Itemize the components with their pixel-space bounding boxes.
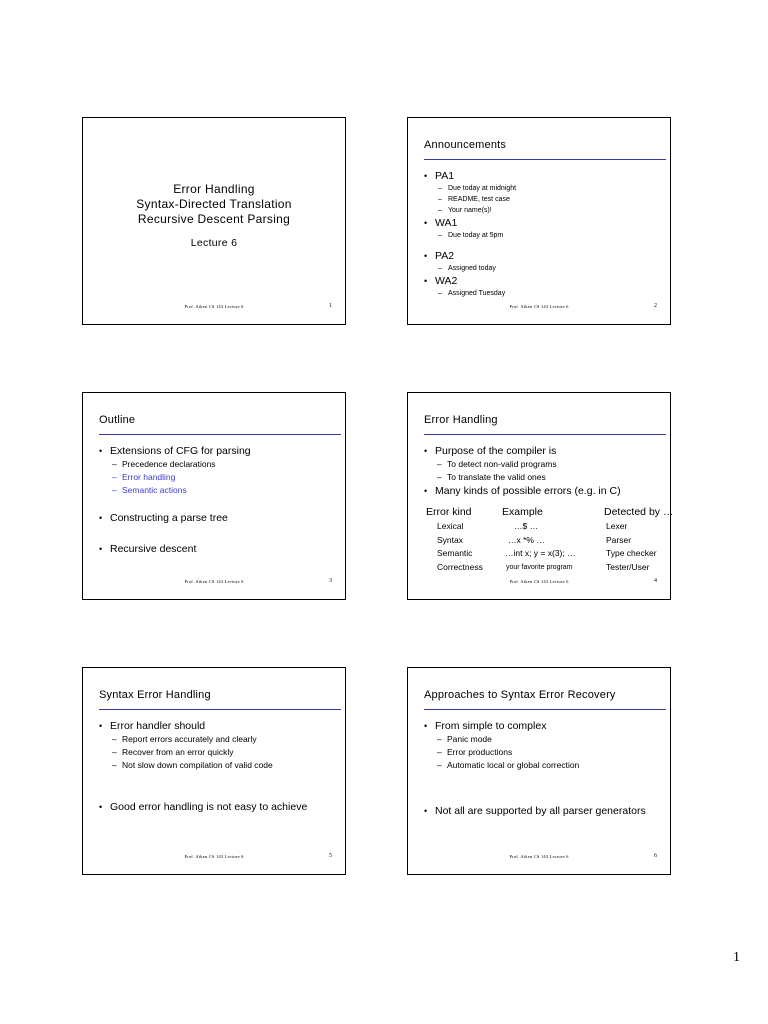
sub-bullet: – Due today at midnight: [424, 183, 666, 194]
slide-footer: [83, 303, 345, 313]
sub-bullet-highlighted: – Semantic actions: [99, 484, 341, 497]
slide-3: [82, 392, 346, 600]
table-cell: Semantic: [437, 548, 473, 558]
sub-bullet: – Due today at 5pm: [424, 230, 666, 241]
bullet: • Many kinds of possible errors (e.g. in C): [424, 484, 666, 498]
slide-body: [424, 444, 666, 498]
slide-5: [82, 667, 346, 875]
sub-bullet: – Error productions: [424, 746, 666, 759]
slide-1-title: [83, 182, 345, 227]
table-cell: Type checker: [606, 548, 657, 558]
lecture-label: Lecture 6: [190, 237, 238, 249]
footer-text: Prof. Aiken CS 143 Lecture 6: [509, 579, 569, 584]
sub-bullet: – To translate the valid ones: [424, 471, 666, 484]
slide-title: Error Handling: [424, 414, 498, 426]
bullet: • Purpose of the compiler is: [424, 444, 666, 458]
sub-bullet: – Your name(s)!: [424, 205, 666, 216]
sub-bullet: – Panic mode: [424, 733, 666, 746]
bullet: • Constructing a parse tree: [99, 511, 341, 525]
table-row: [424, 548, 672, 562]
table-cell: …x *% …: [508, 534, 545, 545]
slide-4: [407, 392, 674, 600]
title-rule: [424, 434, 666, 435]
bullet: • Extensions of CFG for parsing: [99, 444, 341, 458]
slide-number: 2: [654, 303, 657, 309]
footer-text: Prof. Aiken CS 143 Lecture 6: [509, 304, 569, 309]
slide-footer: [408, 853, 670, 863]
sub-bullet: – Not slow down compilation of valid code: [99, 759, 341, 772]
sub-bullet: – Assigned Tuesday: [424, 288, 666, 299]
slide-number: 1: [329, 303, 332, 309]
table-header: [424, 506, 672, 521]
table-cell: Correctness: [437, 561, 483, 572]
bullet: • From simple to complex: [424, 719, 666, 733]
sub-bullet: – Assigned today: [424, 263, 666, 274]
slide-body: [424, 719, 666, 818]
table-cell: Tester/User: [606, 561, 650, 572]
slide-footer: [83, 578, 345, 588]
sub-bullet: – Report errors accurately and clearly: [99, 733, 341, 746]
column-header: Example: [502, 506, 543, 518]
bullet: • WA2: [424, 274, 666, 288]
slide-number: 3: [329, 578, 332, 584]
sub-bullet: – Precedence declarations: [99, 458, 341, 471]
sub-bullet: – To detect non-valid programs: [424, 458, 666, 471]
slide-title: Syntax Error Handling: [99, 689, 211, 701]
page-number: 1: [733, 950, 740, 965]
table-cell: Parser: [606, 534, 632, 545]
sub-bullet-highlighted: – Error handling: [99, 471, 341, 484]
table-cell: Syntax: [437, 534, 463, 545]
footer-text: Prof. Aiken CS 143 Lecture 6: [184, 304, 244, 309]
table-cell: your favorite program: [506, 563, 573, 571]
slide-number: 6: [654, 853, 657, 859]
table-cell: …int x; y = x(3); …: [505, 548, 576, 558]
table-cell: …$ …: [514, 521, 539, 531]
table-cell: Lexical: [437, 521, 464, 531]
slide-number: 5: [329, 853, 332, 859]
slide-footer: [408, 578, 670, 588]
title-line: Recursive Descent Parsing: [137, 212, 291, 226]
column-header: Detected by …: [604, 506, 674, 518]
slide-title: Outline: [99, 414, 136, 426]
slide-1: [82, 117, 346, 325]
slide-title: Announcements: [424, 139, 507, 151]
slide-footer: [408, 303, 670, 313]
title-line: Syntax-Directed Translation: [136, 197, 292, 211]
slide-body: [424, 169, 666, 299]
sub-bullet: – README, test case: [424, 194, 666, 205]
bullet: • Not all are supported by all parser generators: [424, 804, 666, 818]
footer-text: Prof. Aiken CS 143 Lecture 6: [184, 579, 244, 584]
bullet: • Error handler should: [99, 719, 341, 733]
table-row: [424, 521, 672, 535]
title-line: Error Handling: [173, 182, 255, 196]
bullet: • WA1: [424, 216, 666, 230]
slide-number: 4: [654, 578, 657, 584]
slide-title: Approaches to Syntax Error Recovery: [424, 689, 616, 701]
footer-text: Prof. Aiken CS 143 Lecture 6: [509, 854, 569, 859]
slide-6: [407, 667, 671, 875]
title-rule: [99, 434, 341, 435]
table-row: [424, 535, 672, 549]
footer-text: Prof. Aiken CS 143 Lecture 6: [184, 854, 244, 859]
bullet: • PA1: [424, 169, 666, 183]
slide-body: [99, 444, 341, 556]
sub-bullet: – Recover from an error quickly: [99, 746, 341, 759]
bullet: • Recursive descent: [99, 542, 341, 556]
sub-bullet: – Automatic local or global correction: [424, 759, 666, 772]
bullet: • PA2: [424, 249, 666, 263]
table-cell: Lexer: [606, 521, 628, 531]
table-row: [424, 562, 672, 576]
slide-body: [99, 719, 341, 814]
column-header: Error kind: [426, 506, 472, 518]
slide-footer: [83, 853, 345, 863]
error-table: [424, 506, 672, 575]
title-rule: [424, 709, 666, 710]
title-rule: [424, 159, 666, 160]
bullet: • Good error handling is not easy to achieve: [99, 800, 341, 814]
slide-2: [407, 117, 671, 325]
title-rule: [99, 709, 341, 710]
